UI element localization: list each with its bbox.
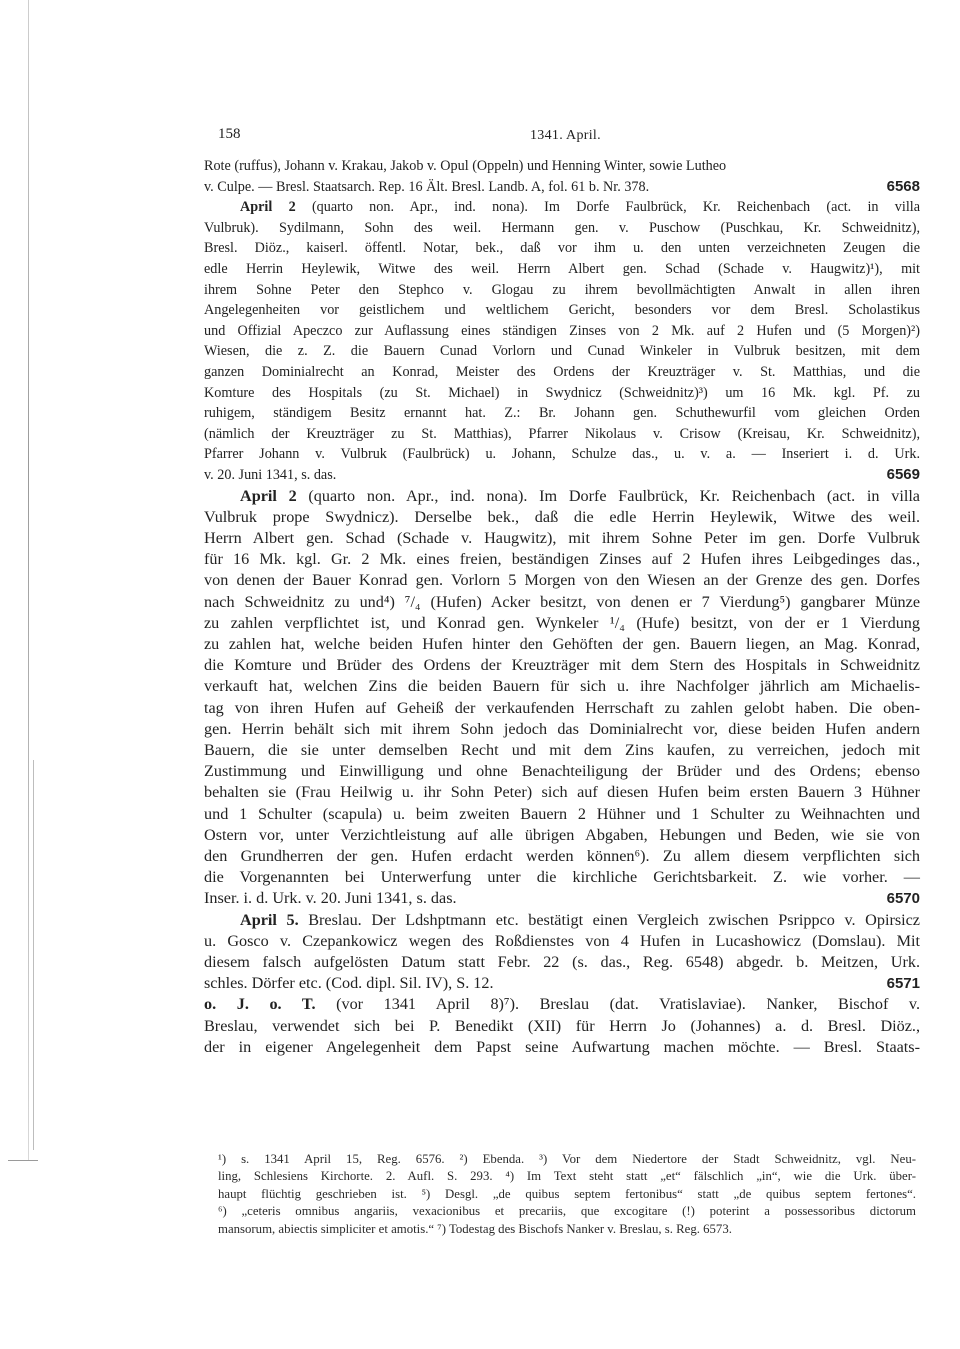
- footnote-line: ling, Schlesiens Kirchorte. 2. Aufl. S. 293. ⁴) Im Text steht statt „et“ fälschlich „in“, wie die Urk. über-: [218, 1169, 916, 1184]
- text-line: ruhigem, ständigem Besitz ernannt hat. Z.: Br. Johann gen. Schuthewurfil vom gleichen Orden: [204, 405, 920, 422]
- text-line: ganzen Dominialrecht an Konrad, Meister des Ordens der Kreuzträger v. St. Matthias, und die: [204, 363, 920, 380]
- text-line: Vulbruk). Sydilmann, Sohn des weil. Hermann gen. v. Puschow (Puschkau, Kr. Schweidnitz),: [204, 219, 920, 236]
- document-page: [204, 120, 920, 1058]
- entry-date-lead: April 2: [240, 486, 297, 505]
- register-line: [204, 973, 920, 994]
- text-line: April 2 (quarto non. Apr., ind. nona). Im Dorfe Faulbrück, Kr. Reichenbach (act. in villa: [240, 199, 921, 216]
- running-title: 1341. April.: [530, 128, 601, 143]
- text-line: schles. Dörfer etc. (Cod. dipl. Sil. IV), S. 12.: [204, 974, 494, 993]
- text-line: tag von ihren Hufen auf Geheiß der verkaufenden Herrschaft zu zahlen gelobt haben. Die oben-: [204, 698, 920, 717]
- text-line: April 5. Breslau. Der Ldshptmann etc. bestätigt einen Vergleich zwischen Psrippco v. Opirsicz: [240, 910, 920, 929]
- text-line: gen. Herrin behält sich mit ihrem Sohn jedoch das Dominialrecht vor, diese beiden Hufen andern: [204, 719, 920, 738]
- entry-6571: [204, 910, 920, 995]
- text-line: nach Schweidnitz zu und⁴) ⁷/₄ (Hufen) Acker besitzt, von denen er 7 Vierdung⁵) gangbarer Münze: [204, 592, 920, 611]
- text-line: von denen der Bauer Konrad gen. Vorlorn 5 Morgen von den Wiesen an der Grenze des gen. Dorfes: [204, 571, 920, 590]
- text-line: den Grundherren der gen. Hufen erdacht werden können⁶). Zu allem diesem verpflichten sich: [204, 846, 920, 865]
- text-line: Herrn Albert gen. Schad (Schade v. Haugwitz), mit ihrem Sohne Peter im gen. Dorfe Vulbruk: [204, 528, 920, 547]
- register-number: 6569: [886, 465, 920, 483]
- text-line: (nämlich der Kreuzträger zu St. Matthias), Pfarrer Nikolaus v. Crisow (Kreisau, Kr. Schweidnitz),: [204, 425, 920, 442]
- entry-date-lead: o. J. o. T.: [204, 995, 316, 1014]
- register-number: 6568: [886, 177, 920, 195]
- footnote-line: ¹) s. 1341 April 15, Reg. 6576. ²) Ebenda. ³) Vor dem Niedertore der Stadt Schweidnitz, vgl. Neu-: [218, 1152, 916, 1166]
- text-line: diesem falsch aufgelösten Datum statt Febr. 22 (s. das., Reg. 6548) abgedr. b. Meitzen, Urk.: [204, 952, 920, 971]
- text-line: und 1 Schulter (scapula) u. beim zweiten Bauern 2 Hühner und 1 Schulter zu Weihnachten und: [204, 804, 920, 823]
- text-line: Vulbruk prope Swydnicz). Derselbe bek., daß die edle Herrin Heylewik, Witwe des weil.: [204, 507, 920, 526]
- text-line: die Vorgenannten bei Unterwerfung unter die kirchliche Gerichtsbarkeit. Z. wie vorher. —: [204, 868, 920, 887]
- text-line: verkauft hat, welchen Zins die beiden Bauern für sich u. ihre Nachfolger jährlich am Michaelis-: [204, 677, 920, 696]
- text-line: April 2 (quarto non. Apr., ind. nona). Im Dorfe Faulbrück, Kr. Reichenbach (act. in villa: [240, 486, 920, 505]
- register-line: [204, 465, 920, 486]
- text-line: ihrem Sohne Peter den Stephco v. Glogau zu ihrem bevollmächtigten Anwalt in allen ihren: [204, 281, 920, 298]
- text-line: edle Herrin Heylewik, Witwe des weil. Herrn Albert gen. Schad (Schade v. Haugwitz)¹), mit: [204, 260, 920, 277]
- text-line: Wiesen, die z. Z. die Bauern Cunad Vorlorn und Cunad Winkeler in Vulbruk besitzen, mit dem: [204, 343, 920, 360]
- text-line: Inser. i. d. Urk. v. 20. Juni 1341, s. das.: [204, 889, 457, 908]
- entry-6570: [204, 486, 920, 910]
- footnote-line: mansorum, abiectis simpliciter et amotis.“ ⁷) Todestag des Bischofs Nanker v. Breslau, s. Reg. 6573.: [218, 1221, 732, 1236]
- register-number: 6571: [886, 975, 920, 993]
- entry-6572: [204, 994, 920, 1058]
- register-line: [204, 177, 920, 198]
- text-line: Komture des Hospitals (zu St. Michael) in Swydnicz (Schweidnitz)³) um 16 Mk. kgl. Pf. zu: [204, 384, 920, 401]
- text-line: Bresl. Diöz., kaiserl. öffentl. Notar, bek., daß vor ihm u. den unten verzeichneten Zeugen die: [204, 240, 920, 257]
- text-line: behalten sie (Frau Heilwig u. ihr Sohn Peter) sich auf diesen Hufen beim ersten Bauern 3 Hühner: [204, 783, 920, 802]
- text-line: v. 20. Juni 1341, s. das.: [204, 466, 337, 483]
- text-line: Breslau, verwendet sich bei P. Benedikt (XII) für Herrn Jo (Johannes) a. d. Bresl. Diöz.,: [204, 1016, 920, 1035]
- text-line: zu zahlen hat, welche beiden Hufen hinter den Gehöften der gen. Bauern liegen, an Mag. Konrad,: [204, 634, 920, 653]
- page-number: 158: [218, 126, 241, 142]
- entry-6568-tail: [204, 156, 920, 197]
- text-line: der in eigener Angelegenheit dem Papst seine Aufwartung machen möchte. — Bresl. Staats-: [204, 1037, 920, 1056]
- scan-edge-inner: [33, 760, 34, 1150]
- register-number: 6570: [886, 890, 920, 908]
- text-line: Pfarrer Johann v. Vulbruk (Faulbrück) u. Johann, Schulze das., u. v. a. — Inseriert i. d. Urk.: [204, 446, 920, 463]
- text-line: Angelegenheiten vor geistlichem und weltlichem Gericht, besonders vor dem Bresl. Scholastikus: [204, 302, 920, 319]
- text-line: zu zahlen verpflichtet ist, und Konrad gen. Wynkeler ¹/₄ (Hufe) besitzt, von der er 1 Vierdung: [204, 613, 920, 632]
- scan-corner-mark: [8, 1140, 38, 1161]
- footnotes: [218, 1151, 916, 1238]
- entry-6569: [204, 197, 920, 485]
- footnote-line: haupt flüchtig geschrieben ist. ⁵) Desgl. „de quibus septem fertonibus“ statt „de quibus septem fertones“.: [218, 1186, 916, 1201]
- text-line: Bauern, die sie unter demselben Recht und mit dem Zins kaufen, zu verreichen, jedoch mit: [204, 740, 920, 759]
- footnote-line: ⁶) „ceteris omnibus angariis, vexacionibus et precariis, que excogitare (!) poterint a possessoribus dictorum: [218, 1204, 916, 1219]
- entry-date-lead: April 2: [240, 199, 296, 216]
- register-line: [204, 888, 920, 909]
- text-line: für 16 Mk. kgl. Gr. 2 Mk. eines freien, beständigen Zinses auf 2 Hufen ihres Leibgedinges das.,: [204, 550, 920, 569]
- entry-date-lead: April 5.: [240, 910, 299, 929]
- text-line: o. J. o. T. (vor 1341 April 8)⁷). Breslau (dat. Vratislaviae). Nanker, Bischof v.: [204, 995, 920, 1014]
- text-line: Rote (ruffus), Johann v. Krakau, Jakob v. Opul (Oppeln) und Henning Winter, sowie Lutheo: [204, 158, 727, 174]
- text-line: und Offizial Apeczco zur Auflassung eines ständigen Zinses von 2 Mk. auf 2 Hufen und (5 Morgen)²): [204, 322, 920, 339]
- scan-edge-left: [28, 0, 29, 1160]
- text-line: Zustimmung und Einwilligung und ohne Benachteiligung der Brüder und des Ordens; ebenso: [204, 762, 920, 781]
- text-line: Ostern vor, unter Verzichtleistung auf alle übrigen Abgaben, Hebungen und Beden, wie sie von: [204, 825, 920, 844]
- text-line: v. Culpe. — Bresl. Staatsarch. Rep. 16 Ält. Bresl. Landb. A, fol. 61 b. Nr. 378.: [204, 178, 650, 195]
- text-line: u. Gosco v. Czepankowicz wegen des Roßdienstes von 4 Hufen in Lucashowicz (Domslau). Mit: [204, 931, 920, 950]
- page-header: [204, 120, 920, 156]
- text-line: die Komture und Brüder des Ordens der Kreuzträger mit dem Stern des Hospitals in Schweidnitz: [204, 656, 920, 675]
